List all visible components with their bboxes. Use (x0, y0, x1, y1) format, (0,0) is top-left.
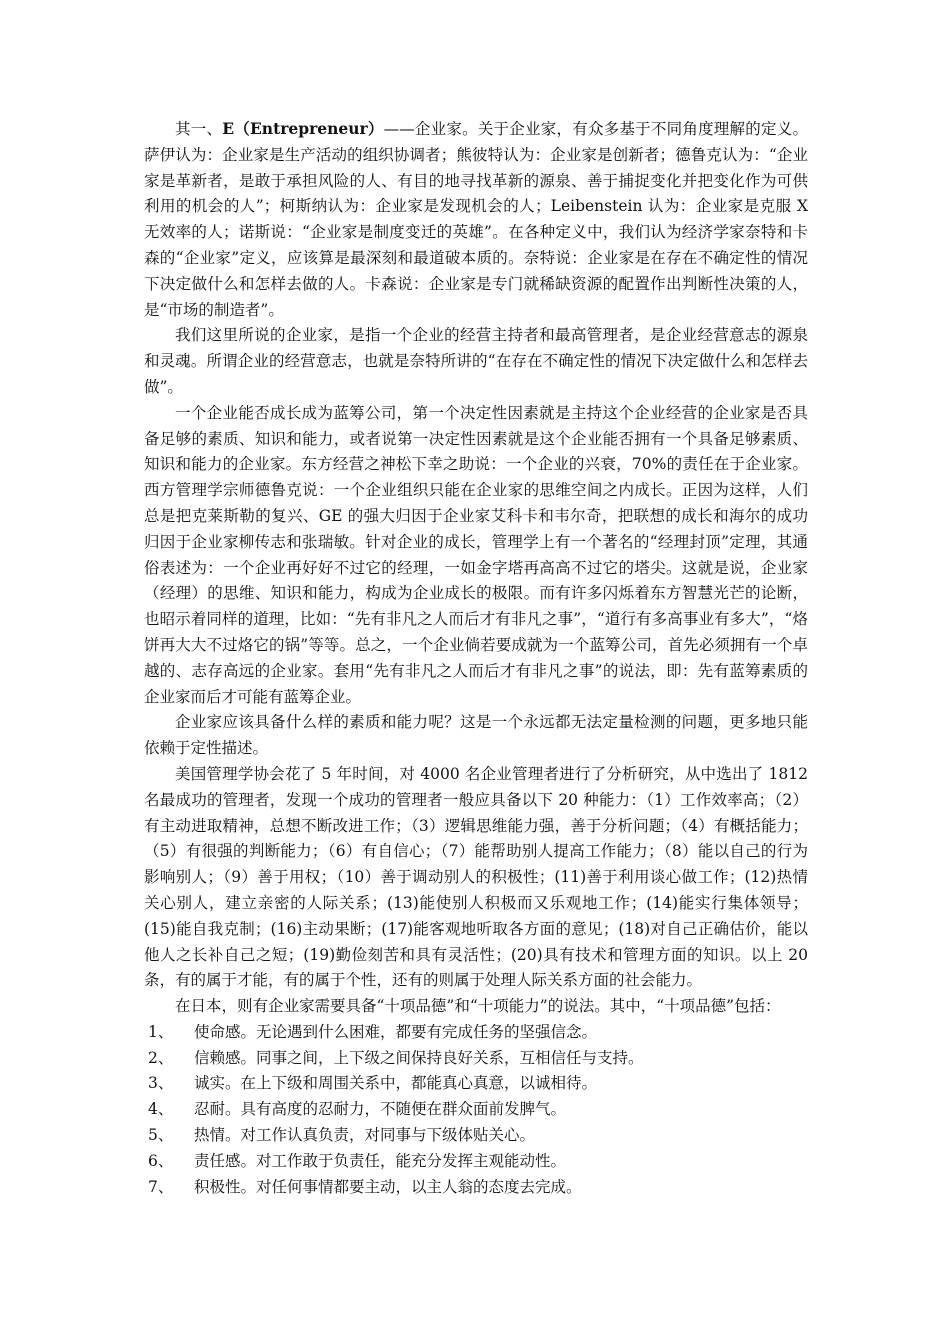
list-item-number: 6、 (148, 1151, 174, 1170)
list-item-number: 3、 (148, 1074, 174, 1093)
paragraph-text: ——企业家。关于企业家，有众多基于不同角度理解的定义。萨伊认为：企业家是生产活动的组织协调者；熊彼特认为：企业家是创新者；德鲁克认为：“企业家是革新者，是敢于承担风险的人、有目的地寻找革新的源泉、善于捕捉变化并把变化作为可供利用的机会的人”；柯斯纳认为：企业家是发现机会的人；Leibenstein 认为：企业家是克服 X 无效率的人；诺斯说：“企业家是制度变迁的英雄”。在各种定义中，我们认为经济学家奈特和卡森的“企业家”定义，应该算是最深刻和最道破本质的。奈特说：企业家是在存在不确定性的情况下决定做什么和怎样去做的人。卡森说：企业家是专门就稀缺资源的配置作出判断性决策的人，是“市场的制造者”。 (144, 120, 808, 319)
paragraph-bluechip-factor: 一个企业能否成长成为蓝筹公司，第一个决定性因素就是主持这个企业经营的企业家是否具备足够的素质、知识和能力，或者说第一决定性因素就是这个企业能否拥有一个具备足够素质、知识和能力的企业家。东方经营之神松下幸之助说：一个企业的兴衰，70%的责任在于企业家。西方管理学宗师德鲁克说：一个企业组织只能在企业家的思维空间之内成长。正因为这样，人们总是把克莱斯勒的复兴、GE 的强大归因于企业家艾科卡和韦尔奇，把联想的成长和海尔的成功归因于企业家柳传志和张瑞敏。针对企业的成长，管理学上有一个著名的“经理封顶”定理，其通俗表述为：一个企业再好好不过它的经理，一如金字塔再高高不过它的塔尖。这就是说，企业家（经理）的思维、知识和能力，构成为企业成长的极限。而有许多闪烁着东方智慧光芒的论断，也昭示着同样的道理，比如：“先有非凡之人而后才有非凡之事”，“道行有多高事业有多大”，“烙饼再大大不过烙它的锅”等等。总之，一个企业倘若要成就为一个蓝筹公司，首先必须拥有一个卓越的、志存高远的企业家。套用“先有非凡之人而后才有非凡之事”的说法，即：先有蓝筹素质的企业家而后才可能有蓝筹企业。 (144, 403, 808, 706)
list-item-number: 7、 (148, 1177, 174, 1196)
list-item (144, 1071, 808, 1097)
list-item-text: 责任感。对工作敢于负责任，能充分发挥主观能动性。 (194, 1151, 567, 1170)
list-item-text: 积极性。对任何事情都要主动，以主人翁的态度去完成。 (194, 1177, 582, 1196)
virtues-list (144, 1020, 808, 1201)
list-item (144, 1175, 808, 1201)
document-body (144, 116, 808, 1200)
list-item-text: 使命感。无论遇到什么困难，都要有完成任务的坚强信念。 (194, 1022, 598, 1041)
list-item-text: 诚实。在上下级和周围关系中，都能真心真意，以诚相待。 (194, 1074, 598, 1093)
paragraph-japan-virtues: 在日本，则有企业家需要具备“十项品德”和“十项能力”的说法。其中，“十项品德”包括： (175, 997, 781, 1016)
list-item (144, 1123, 808, 1149)
list-item (144, 1020, 808, 1046)
section-term: E（Entrepreneur） (222, 119, 384, 138)
list-item (144, 1046, 808, 1072)
list-item-number: 5、 (148, 1126, 174, 1145)
list-item (144, 1149, 808, 1175)
list-item-text: 忍耐。具有高度的忍耐力，不随便在群众面前发脾气。 (194, 1100, 567, 1119)
list-item-number: 2、 (148, 1048, 174, 1067)
paragraph-ama-study: 美国管理学协会花了 5 年时间，对 4000 名企业管理者进行了分析研究，从中选出了 1812 名最成功的管理者，发现一个成功的管理者一般应具备以下 20 种能力：（1）工作效率高；（2）有主动进取精神，总想不断改进工作；（3）逻辑思维能力强，善于分析问题；（4）有概括能力；（5）有很强的判断能力；（6）有自信心；（7）能帮助别人提高工作能力；（8）能以自己的行为影响别人；（9）善于用权；（10）善于调动别人的积极性；(11)善于利用谈心做工作；(12)热情关心别人，建立亲密的人际关系；(13)能使别人积极而又乐观地工作；(14)能实行集体领导；(15)能自我克制；(16)主动果断；(17)能客观地听取各方面的意见；(18)对自己正确估价，能以他人之长补自己之短；(19)勤俭刻苦和具有灵活性；(20)具有技术和管理方面的知识。以上 20 条，有的属于才能，有的属于个性，还有的则属于处理人际关系方面的社会能力。 (144, 764, 808, 990)
list-item (144, 1097, 808, 1123)
list-item-text: 热情。对工作认真负责，对同事与下级体贴关心。 (194, 1126, 536, 1145)
paragraph-enterprise-will: 我们这里所说的企业家，是指一个企业的经营主持者和最高管理者，是企业经营意志的源泉和灵魂。所谓企业的经营意志，也就是奈特所讲的“在存在不确定性的情况下决定做什么和怎样去做”。 (144, 326, 808, 396)
paragraph-qualities-question: 企业家应该具备什么样的素质和能力呢？这是一个永远都无法定量检测的问题，更多地只能依赖于定性描述。 (144, 713, 808, 758)
list-item-number: 1、 (148, 1022, 174, 1041)
paragraph-entrepreneur-definition (144, 116, 808, 323)
list-item-text: 信赖感。同事之间，上下级之间保持良好关系，互相信任与支持。 (194, 1048, 644, 1067)
section-prefix: 其一、 (175, 120, 223, 138)
list-item-number: 4、 (148, 1100, 174, 1119)
